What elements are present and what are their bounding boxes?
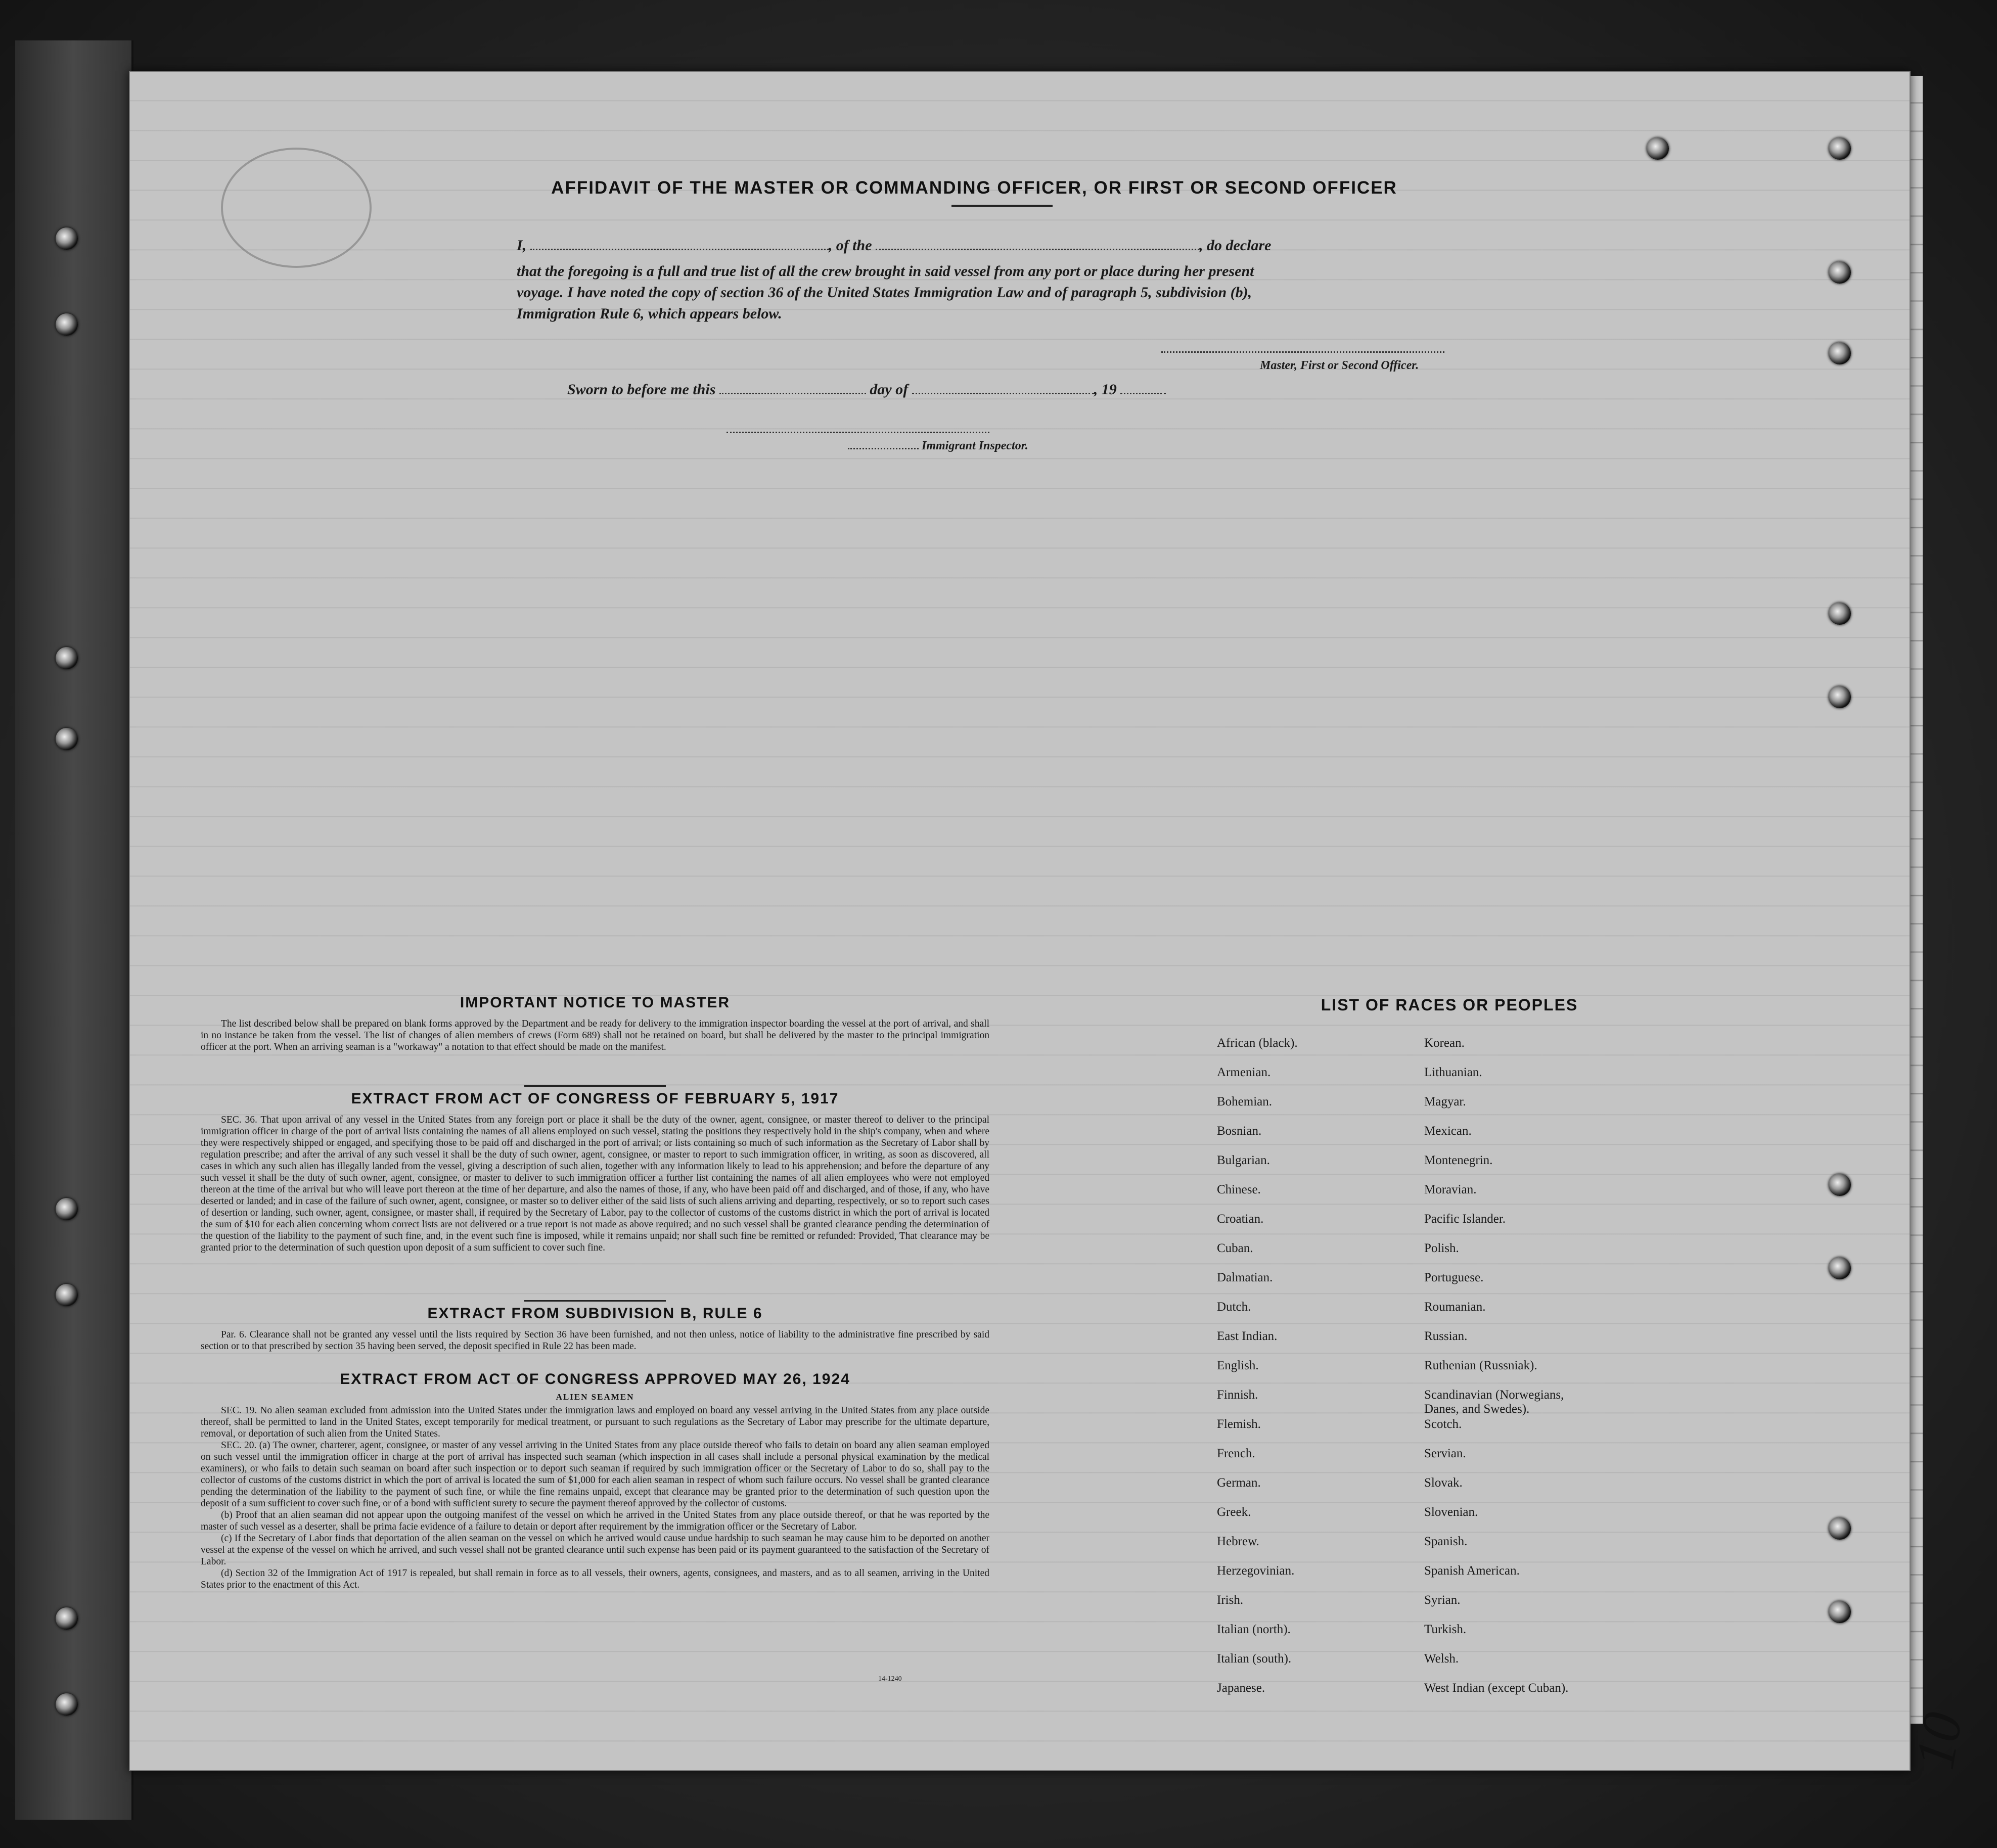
race-item: Spanish American. xyxy=(1424,1564,1520,1578)
race-item: Dalmatian. xyxy=(1217,1271,1273,1284)
race-item: Montenegrin. xyxy=(1424,1153,1493,1167)
extract-1924-subtitle: ALIEN SEAMEN xyxy=(556,1392,634,1402)
punch-hole xyxy=(56,1607,78,1630)
race-item: Servian. xyxy=(1424,1447,1466,1460)
punch-hole xyxy=(56,313,78,336)
sworn-prefix: Sworn to before me this xyxy=(567,381,716,398)
sworn-day-of: day of xyxy=(870,381,909,398)
race-item: Welsh. xyxy=(1424,1652,1459,1666)
extract-1917-paragraph: SEC. 36. That upon arrival of any vessel in the United States from any foreign port or place it shall be the duty of the owner, agent, consignee, or master thereof to deliver to the principal immigration officer in charge of the port of arrival lists containing the names of all aliens employed on such vessel, stating the positions they respectively hold in the ship's company, when and where they were respectively shipped or engaged, and specifying those to be paid off and discharged in the port of arrival; or lists containing so much of such information as the Secretary of Labor shall by regulation prescribe; and after the arrival of any such vessel it shall be the duty of such owner, agent, consignee, or master to report to such immigration officer, in writing, as soon as discovered, all cases in which any such alien has illegally landed from the vessel, giving a description of such alien, together with any information likely to lead to his apprehension; and before the departure of any such vessel it shall be the duty of such owner, agent, consignee, or master to deliver to such immigration officer a further list containing the names of all alien employees who were not employed thereon at the time of the arrival but who will leave port thereon at the time of her departure, and also the names of those, if any, who have been paid off and discharged, and of those, if any, who have deserted or landed; and in case of the failure of such owner, agent, consignee, or master so to deliver either of the said lists of such aliens arriving and departing, respectively, or so to report such cases of desertion or landing, such owner, agent, consignee, or master shall, if required by the Secretary of Labor, pay to the collector of customs of the customs district in which the port of arrival is located the sum of $10 for each alien concerning whom correct lists are not delivered or a true report is not made as above required; and no such vessel shall be granted clearance pending the determination of the question of the liability to the payment of such fine, and, in the event such fine is imposed, while it remains unpaid; nor shall such fine be remitted or refunded: Provided, That clearance may be granted prior to the determination of such question upon deposit of a sum sufficient to cover such fine. xyxy=(201,1115,989,1253)
signature-label: Master, First or Second Officer. xyxy=(1260,359,1419,372)
punch-hole xyxy=(56,1198,78,1220)
race-item: Bulgarian. xyxy=(1217,1153,1270,1167)
race-item: French. xyxy=(1217,1447,1255,1460)
punch-hole xyxy=(1829,1517,1851,1540)
punch-hole xyxy=(1829,1174,1851,1196)
race-item: Dutch. xyxy=(1217,1300,1251,1314)
race-item: Spanish. xyxy=(1424,1535,1468,1548)
race-item: East Indian. xyxy=(1217,1329,1278,1343)
form-number: 14-1240 xyxy=(878,1675,902,1683)
race-item: Bosnian. xyxy=(1217,1124,1262,1138)
extract-1924-paragraph: SEC. 19. No alien seaman excluded from admission into the United States under the immigration laws and employed on board any vessel arriving in the United States from any place outside thereof, shall be permitted to land in the United States, except temporarily for medical treatment, or pursuant to such regulations as the Secretary of Labor may prescribe for the ultimate departure, removal, or deportation of such alien from the United States. xyxy=(201,1405,989,1439)
extract-rule6-title: EXTRACT FROM SUBDIVISION B, RULE 6 xyxy=(427,1305,763,1322)
notice-body xyxy=(201,1018,989,1053)
race-item: Armenian. xyxy=(1217,1066,1271,1079)
race-item: Greek. xyxy=(1217,1505,1251,1519)
race-item: Roumanian. xyxy=(1424,1300,1486,1314)
notice-title: IMPORTANT NOTICE TO MASTER xyxy=(460,994,731,1011)
punch-hole xyxy=(56,728,78,750)
signature-blank[interactable] xyxy=(1161,351,1444,353)
punch-hole xyxy=(56,647,78,669)
inspector-blank[interactable] xyxy=(848,448,919,449)
extract-1924-title: EXTRACT FROM ACT OF CONGRESS APPROVED MAY 26, 1924 xyxy=(340,1371,850,1388)
inspector-line xyxy=(848,439,1028,453)
race-item: Ruthenian (Russniak). xyxy=(1424,1359,1537,1372)
extract-1924-paragraph: (b) Proof that an alien seaman did not appear upon the outgoing manifest of the vessel on which he arrived in the United States from any place outside thereof, or that he was reported by the master of such vessel as a deserter, shall be prima facie evidence of a failure to detain or deport after requirement by the immigration officer or the Secretary of Labor. xyxy=(201,1510,989,1532)
race-item: Polish. xyxy=(1424,1241,1459,1255)
punch-hole xyxy=(1829,1601,1851,1623)
race-item: Pacific Islander. xyxy=(1424,1212,1506,1226)
punch-hole xyxy=(56,1693,78,1716)
extract-1917-rule xyxy=(524,1085,666,1087)
race-item: Italian (north). xyxy=(1217,1623,1291,1636)
race-item: Russian. xyxy=(1424,1329,1468,1343)
race-item: Japanese. xyxy=(1217,1681,1265,1695)
extract-1924-paragraph: (d) Section 32 of the Immigration Act of 1917 is repealed, but shall remain in force as to all vessels, their owners, agents, consignees, and masters, and as to all seamen, arriving in the United States prior to the enactment of this Act. xyxy=(201,1568,989,1590)
affidavit-line-1: that the foregoing is a full and true list of all the crew brought in said vessel from any port or place during her present xyxy=(517,263,1254,280)
handwritten-page-number: 10 xyxy=(1903,1707,1974,1774)
race-item: Scandinavian (Norwegians, Danes, and Swedes). xyxy=(1424,1388,1564,1416)
race-item: African (black). xyxy=(1217,1036,1298,1050)
extract-1924-paragraph: (c) If the Secretary of Labor finds that deportation of the alien seaman on the vessel on which he arrived would cause undue hardship to such seaman he may cause him to be deported on another vessel at the expense of the vessel on which he arrived, and such vessel shall not be granted clearance until such expense has been paid or its payment guaranteed to the satisfaction of the Secretary of Labor. xyxy=(201,1533,989,1567)
punch-hole xyxy=(1829,1257,1851,1279)
race-item: Herzegovinian. xyxy=(1217,1564,1295,1578)
punch-hole xyxy=(56,1284,78,1306)
extract-1917-title: EXTRACT FROM ACT OF CONGRESS OF FEBRUARY 5, 1917 xyxy=(351,1090,839,1107)
race-item: Slovak. xyxy=(1424,1476,1463,1490)
punch-hole xyxy=(1647,137,1669,160)
punch-hole xyxy=(1829,686,1851,708)
sworn-year: , 19 xyxy=(1094,381,1117,398)
race-item: West Indian (except Cuban). xyxy=(1424,1681,1569,1695)
inspector-label: Immigrant Inspector. xyxy=(922,439,1028,452)
race-item: Italian (south). xyxy=(1217,1652,1292,1666)
punch-hole xyxy=(56,227,78,250)
extract-rule6-paragraph: Par. 6. Clearance shall not be granted any vessel until the lists required by Section 36 have been furnished, and not then unless, notice of liability to the administrative fine prescribed by said section or to that prescribed by section 35 having been served, the deposit specified in Rule 22 has been made. xyxy=(201,1329,989,1352)
punch-hole xyxy=(1829,137,1851,160)
affidavit-title: AFFIDAVIT OF THE MASTER OR COMMANDING OFFICER, OR FIRST OR SECOND OFFICER xyxy=(551,178,1397,198)
affidavit-line-3: Immigration Rule 6, which appears below. xyxy=(517,305,782,322)
name-blank[interactable] xyxy=(530,249,829,250)
race-item: Scotch. xyxy=(1424,1417,1462,1431)
race-item: German. xyxy=(1217,1476,1261,1490)
vessel-blank[interactable] xyxy=(876,249,1199,250)
race-item: English. xyxy=(1217,1359,1259,1372)
race-item: Turkish. xyxy=(1424,1623,1467,1636)
faint-seal-stamp xyxy=(221,148,372,268)
declare-of-the: , of the xyxy=(828,237,872,254)
extract-rule6-rule xyxy=(524,1300,666,1302)
race-item: Magyar. xyxy=(1424,1095,1466,1108)
race-item: Irish. xyxy=(1217,1593,1244,1607)
races-right-column xyxy=(1424,1036,1697,1711)
race-item: Croatian. xyxy=(1217,1212,1264,1226)
punch-hole xyxy=(1829,603,1851,625)
declare-i: I, xyxy=(517,237,527,254)
extract-1924-paragraph: SEC. 20. (a) The owner, charterer, agent, consignee, or master of any vessel arriving in the United States from any place outside thereof who fails to detain on board any alien seaman employed on such vessel until the immigration officer in charge at the port of arrival has inspected such seaman (which inspection in all cases shall include a personal physical examination by the medical examiners), or who fails to detain such seaman on board after such inspection or to deport such seaman if required by such immigration officer or the Secretary of Labor to do so, shall pay to the collector of customs of the customs district in which the port of arrival is located the sum of $1,000 for each alien seaman in respect of whom such failure occurs. No vessel shall be granted clearance pending the determination of the liability to the payment of such fine, or while the fine remains unpaid, except that clearance may be granted prior to the determination of such question upon the deposit of a sum sufficient to cover such fine, or of a bond with sufficient surety to secure the payment thereof approved by the collector of customs. xyxy=(201,1440,989,1509)
manifest-page xyxy=(129,71,1911,1771)
affidavit-title-rule xyxy=(951,205,1053,207)
inspector-blank-upper[interactable] xyxy=(727,432,989,433)
race-item: Finnish. xyxy=(1217,1388,1258,1402)
extract-1917-body xyxy=(201,1114,989,1254)
binding-strip xyxy=(15,40,133,1820)
affidavit-line-2: voyage. I have noted the copy of section 36 of the United States Immigration Law and of paragraph 5, subdivision (b), xyxy=(517,284,1252,301)
punch-hole xyxy=(1829,342,1851,364)
race-item: Flemish. xyxy=(1217,1417,1261,1431)
race-item: Chinese. xyxy=(1217,1183,1261,1196)
races-title: LIST OF RACES OR PEOPLES xyxy=(1321,996,1578,1014)
sworn-line xyxy=(567,381,1166,398)
sworn-year-blank[interactable] xyxy=(1120,393,1166,394)
declaration-line xyxy=(517,237,1271,254)
extract-1924-body xyxy=(201,1405,989,1591)
race-item: Slovenian. xyxy=(1424,1505,1478,1519)
race-item: Syrian. xyxy=(1424,1593,1461,1607)
race-item: Bohemian. xyxy=(1217,1095,1273,1108)
race-item: Portuguese. xyxy=(1424,1271,1484,1284)
declare-do-declare: , do declare xyxy=(1199,237,1272,254)
race-item: Lithuanian. xyxy=(1424,1066,1482,1079)
punch-hole xyxy=(1829,261,1851,284)
sworn-month-blank[interactable] xyxy=(912,393,1094,394)
race-item: Hebrew. xyxy=(1217,1535,1259,1548)
sworn-date-blank[interactable] xyxy=(719,393,866,394)
race-item: Cuban. xyxy=(1217,1241,1253,1255)
races-left-column xyxy=(1217,1036,1429,1711)
race-item: Korean. xyxy=(1424,1036,1465,1050)
race-item: Moravian. xyxy=(1424,1183,1477,1196)
notice-paragraph: The list described below shall be prepared on blank forms approved by the Department and be ready for delivery to the immigration inspector boarding the vessel at the port of arrival, and shall in no instance be taken from the vessel. The list of changes of alien members of crews (Form 689) shall not be retained on board, but shall be delivered by the master to the principal immigration officer at the port. When an arriving seaman is a "workaway" a notation to that effect should be made on the manifest. xyxy=(201,1019,989,1052)
extract-rule6-body xyxy=(201,1329,989,1352)
race-item: Mexican. xyxy=(1424,1124,1472,1138)
